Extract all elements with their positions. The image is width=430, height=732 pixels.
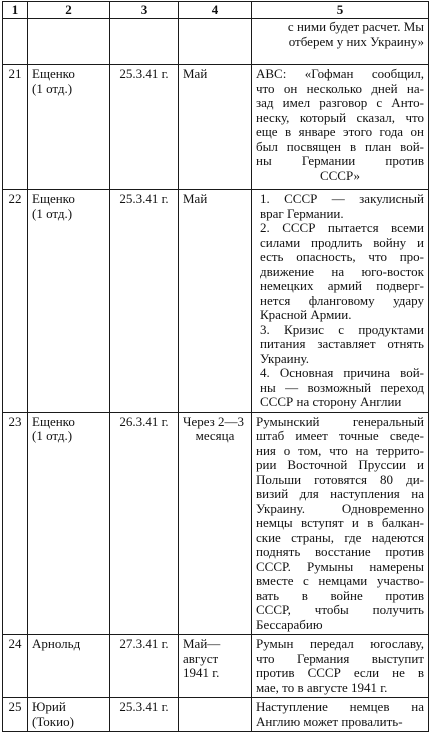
content-line: есть опасность, что про- bbox=[260, 249, 424, 264]
cell-date: 25.3.41 г. bbox=[110, 190, 179, 413]
source-line: (1 отд.) bbox=[32, 428, 73, 443]
cell-content bbox=[252, 19, 429, 65]
content-line: Бессарабию bbox=[256, 616, 323, 632]
content-line: немецких армий подверг- bbox=[260, 278, 424, 293]
content-line: что он несколько дней на- bbox=[256, 80, 424, 96]
table-row bbox=[3, 65, 429, 190]
content-line: против СССР если не в bbox=[256, 665, 424, 680]
table-row bbox=[3, 190, 429, 413]
cell-source bbox=[28, 190, 110, 413]
content-line: ны — возможный переход bbox=[260, 379, 424, 395]
content-line: нется фланговому удару bbox=[260, 292, 424, 308]
cell-term bbox=[179, 190, 252, 413]
header-cell: 4 bbox=[179, 2, 252, 19]
content-line: АВС: «Гофман сообщил, bbox=[256, 66, 424, 81]
term-line: август bbox=[183, 650, 219, 666]
source-line: Ещенко bbox=[32, 413, 75, 429]
source-line: Юрий bbox=[32, 699, 66, 714]
content-line: рии Восточной Пруссии и bbox=[256, 457, 424, 472]
content-line: Украину. bbox=[260, 350, 310, 366]
term-line: Май— bbox=[183, 636, 221, 651]
cell-term bbox=[179, 698, 252, 732]
content-line: зад имел разговор с Анто- bbox=[256, 95, 424, 110]
content-line: силами продлить войну и bbox=[260, 234, 424, 250]
content-line: Красной Армии. bbox=[260, 307, 352, 322]
content-line: отберем у них Украину» bbox=[288, 33, 424, 49]
intelligence-reports-table bbox=[2, 1, 429, 732]
content-line: еще в январе этого года он bbox=[256, 124, 424, 139]
content-line: Англию может провалить- bbox=[256, 713, 403, 729]
content-line: СССР, чтобы получить bbox=[256, 602, 424, 617]
source-line: (1 отд.) bbox=[32, 205, 73, 221]
term-line: месяца bbox=[195, 428, 235, 443]
content-line: движение на юго-восток bbox=[260, 263, 424, 279]
cell-term bbox=[179, 635, 252, 698]
term-line: Май bbox=[183, 66, 208, 81]
cell-date: 27.3.41 г. bbox=[110, 635, 179, 698]
cell-num: 25 bbox=[3, 698, 28, 732]
content-line: немцы вступят и в балкан- bbox=[256, 515, 424, 530]
cell-term bbox=[179, 65, 252, 190]
cell-term bbox=[179, 412, 252, 635]
content-line: враг Германии. bbox=[260, 205, 344, 221]
cell-source bbox=[28, 412, 110, 635]
content-line: мае, то в августе 1941 г. bbox=[256, 679, 388, 695]
term-line: Май bbox=[183, 191, 208, 206]
content-line: Румын передал югославу, bbox=[256, 636, 424, 651]
content-line: Наступление немцев на bbox=[256, 699, 424, 714]
cell-content bbox=[252, 190, 429, 413]
content-line: вать в войне против bbox=[256, 587, 424, 603]
content-line: СССР. Румыны намерены bbox=[256, 558, 424, 574]
content-line: СССР» bbox=[319, 167, 361, 183]
table-row bbox=[3, 412, 429, 635]
content-line: 4. Основная причина вой- bbox=[260, 365, 424, 380]
cell-content bbox=[252, 65, 429, 190]
content-line: 3. Кризис с продуктами bbox=[260, 321, 424, 337]
content-line: штаб имеет точные сведе- bbox=[256, 428, 424, 443]
cell-num: 24 bbox=[3, 635, 28, 698]
cell-num: 23 bbox=[3, 412, 28, 635]
cell-date: 25.3.41 г. bbox=[110, 65, 179, 190]
header-cell: 3 bbox=[110, 2, 179, 19]
table-row bbox=[3, 698, 429, 732]
source-line: Ещенко bbox=[32, 191, 75, 206]
content-line: СССР на сторону Англии bbox=[260, 394, 402, 409]
cell-content bbox=[252, 698, 429, 732]
content-line: ния о том, что на террито- bbox=[256, 442, 424, 458]
term-line: Через 2—3 bbox=[183, 413, 245, 429]
content-line: ские страны, где надеются bbox=[256, 529, 424, 545]
content-line: с ними будет расчет. Мы bbox=[287, 19, 424, 34]
header-cell: 2 bbox=[28, 2, 110, 19]
source-line: (Токио) bbox=[32, 713, 74, 729]
term-line: 1941 г. bbox=[183, 665, 220, 680]
source-line: Ещенко bbox=[32, 66, 75, 81]
content-line: поднять восстание против bbox=[256, 544, 424, 559]
header-row bbox=[3, 2, 429, 19]
content-line: Украину. Одновременно bbox=[256, 500, 424, 516]
cell-source bbox=[28, 635, 110, 698]
content-line: вместе с немцами участво- bbox=[256, 573, 424, 588]
cell-date: 25.3.41 г. bbox=[110, 698, 179, 732]
header-cell: 5 bbox=[252, 2, 429, 19]
cell-content bbox=[252, 635, 429, 698]
table-row bbox=[3, 635, 429, 698]
content-line: визий для наступления на bbox=[256, 486, 424, 501]
cell-date bbox=[110, 19, 179, 65]
header-cell: 1 bbox=[3, 2, 28, 19]
table-row-continuation bbox=[3, 19, 429, 65]
content-line: Румынский генеральный bbox=[256, 413, 424, 429]
source-line: (1 отд.) bbox=[32, 80, 73, 96]
cell-num: 21 bbox=[3, 65, 28, 190]
source-line: Арнольд bbox=[32, 636, 81, 651]
content-line: Польши готовятся 80 ди- bbox=[256, 471, 424, 487]
content-line: ны Германии против bbox=[256, 153, 424, 168]
content-line: питания заставляет отнять bbox=[260, 336, 424, 351]
content-line: неску, который сказал, что bbox=[256, 109, 424, 125]
cell-source bbox=[28, 19, 110, 65]
cell-num bbox=[3, 19, 28, 65]
content-line: 1. СССР — закулисный bbox=[260, 191, 424, 206]
cell-num: 22 bbox=[3, 190, 28, 413]
cell-source bbox=[28, 65, 110, 190]
content-line: 2. СССР пытается всеми bbox=[260, 220, 424, 235]
cell-source bbox=[28, 698, 110, 732]
cell-date: 26.3.41 г. bbox=[110, 412, 179, 635]
content-line: был посвящен в план вой- bbox=[256, 138, 424, 154]
cell-content bbox=[252, 412, 429, 635]
content-line: что Германия выступит bbox=[256, 650, 424, 666]
cell-term bbox=[179, 19, 252, 65]
